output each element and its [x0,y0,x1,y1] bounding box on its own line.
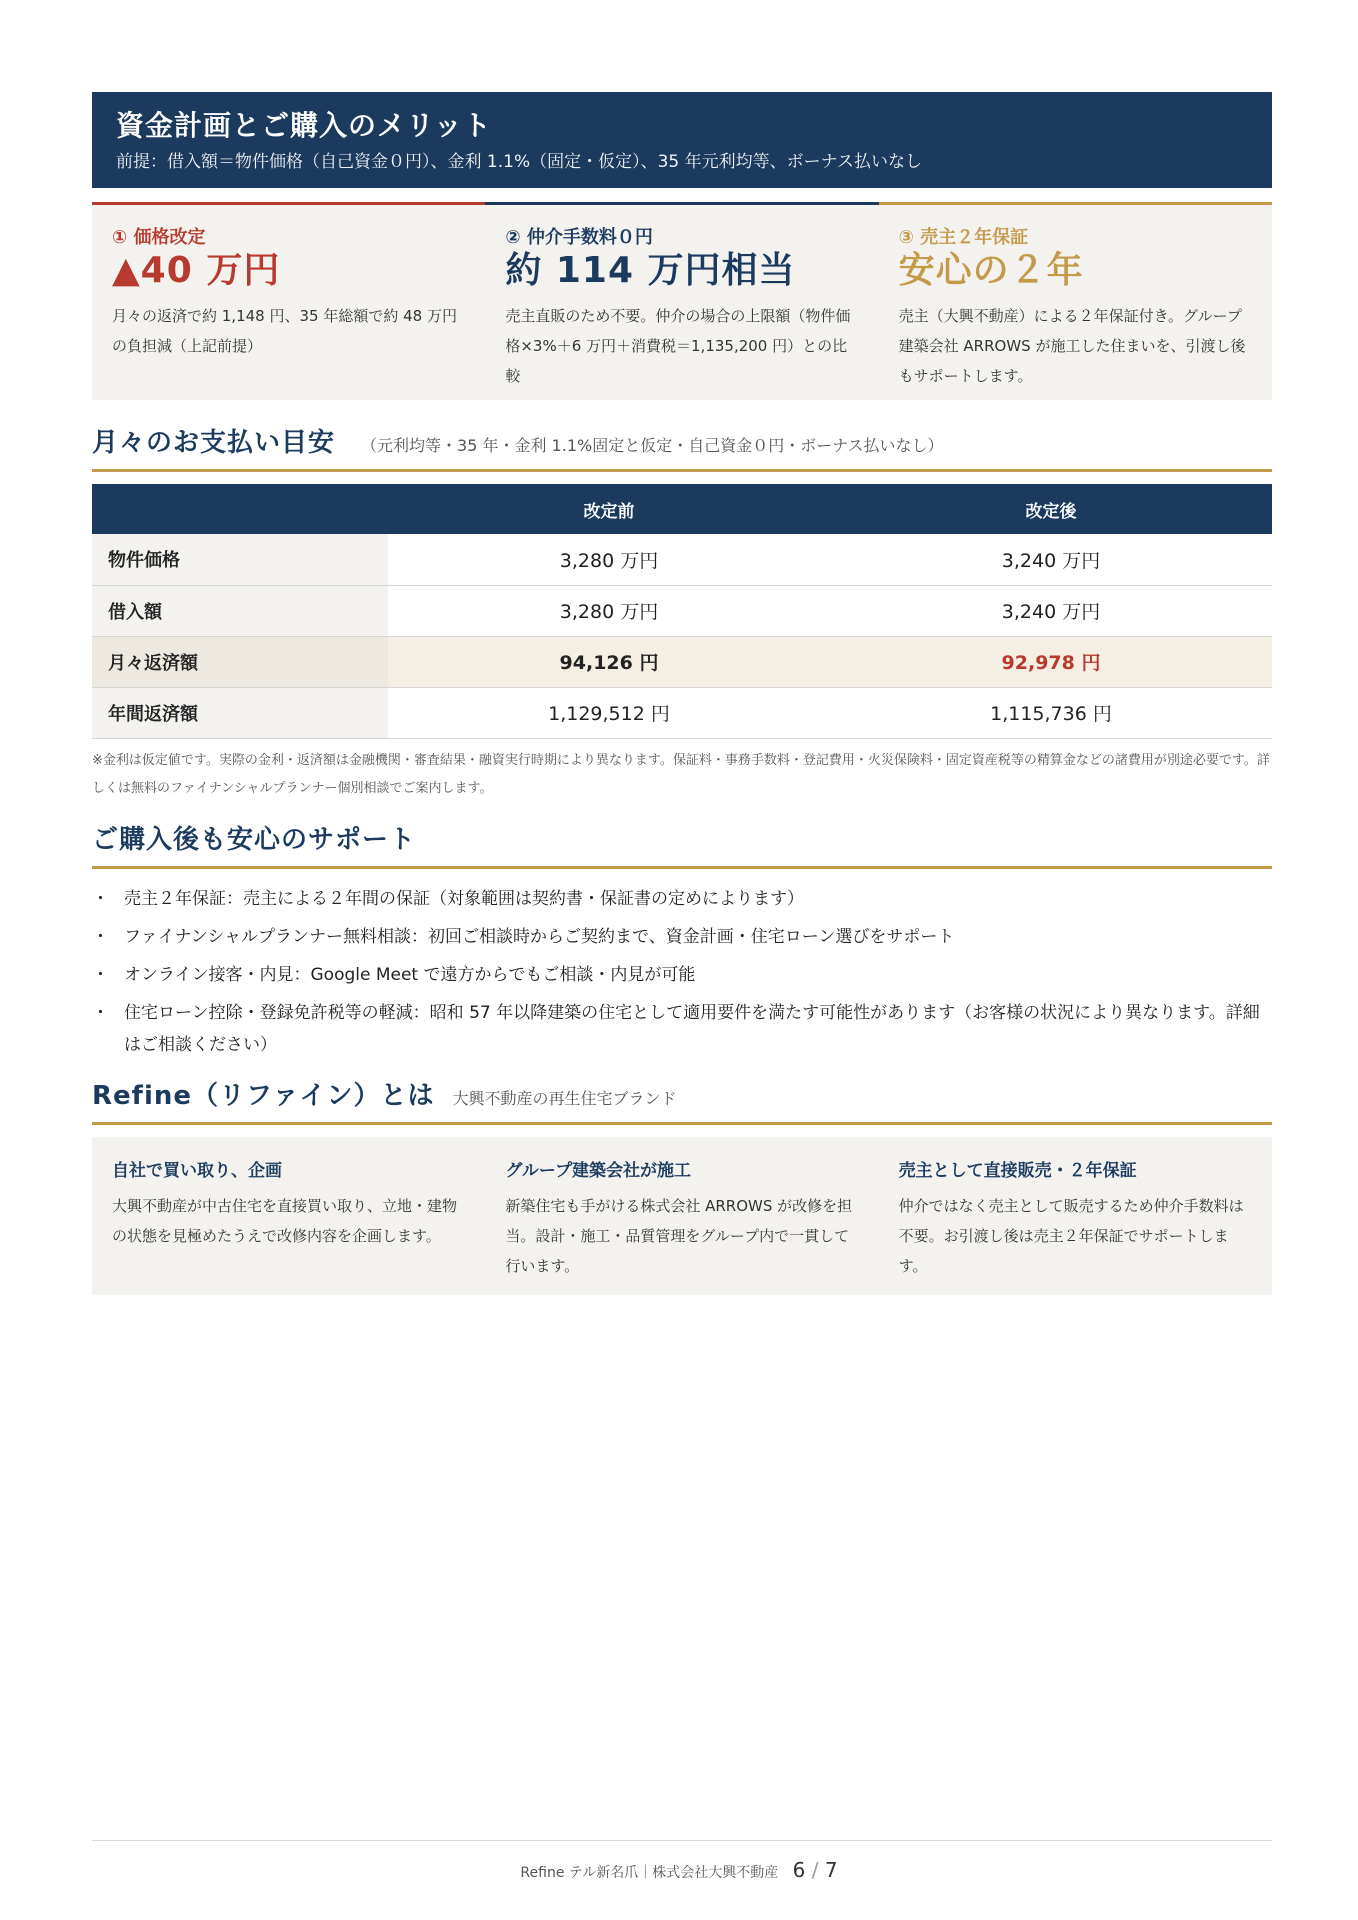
benefit-desc: 売主直販のため不要。仲介の場合の上限額（物件価格×3%＋6 万円＋消費税＝1,135,200 円）との比較 [505,307,851,385]
refine-col-title: 売主として直接販売・２年保証 [898,1160,1137,1181]
current-page: 6 [792,1858,806,1882]
refine-col-title: 自社で買い取り、企画 [112,1160,282,1181]
table-row [92,585,1272,636]
benefit-price-revision [92,202,485,400]
section-note: 大興不動産の再生住宅ブランド [452,1088,677,1108]
page-subtitle: 前提：借入額＝物件価格（自己資金０円）、金利 1.1%（固定・仮定）、35 年元利均等、ボーナス払いなし [116,152,922,172]
benefit-value: ▲40 万円 [112,250,281,291]
list-item: ・ 住宅ローン控除・登録免許税等の軽減：昭和 57 年以降建築の住宅として適用要件を満たす可能性があります（お客様の状況により異なります。詳細はご相談ください） [92,997,1272,1061]
payment-table [92,484,1272,739]
benefit-warranty [879,202,1272,400]
payment-section-heading [92,422,1272,472]
benefit-value: 約 114 万円相当 [505,250,796,291]
cell-after: 92,978 円 [830,636,1272,687]
benefits-panel [92,202,1272,400]
page-title: 資金計画とご購入のメリット [116,109,492,142]
table-row [92,636,1272,687]
page-footer [0,1858,1358,1882]
table-header-row [92,484,1272,534]
row-label: 月々返済額 [92,636,388,687]
benefit-label: ③ 売主２年保証 [898,227,1029,248]
refine-col-title: グループ建築会社が施工 [505,1160,691,1181]
cell-before: 3,280 万円 [388,534,830,585]
cell-after: 3,240 万円 [830,585,1272,636]
total-pages: 7 [824,1858,838,1882]
header-band [92,92,1272,188]
list-item: ・ オンライン接客・内見：Google Meet で遠方からでもご相談・内見が可能 [92,959,1272,991]
page-separator: / [805,1858,825,1882]
column-header: 改定前 [388,484,830,534]
section-title: 月々のお支払い目安 [92,428,336,458]
cell-after: 1,115,736 円 [830,687,1272,738]
benefit-desc: 売主（大興不動産）による２年保証付き。グループ建築会社 ARROWS が施工した住まいを、引渡し後もサポートします。 [898,307,1246,385]
benefit-desc: 月々の返済で約 1,148 円、35 年総額で約 48 万円の負担減（上記前提） [112,307,457,355]
refine-section-heading [92,1075,1272,1125]
column-header [92,484,388,534]
refine-panel [92,1137,1272,1295]
row-label: 借入額 [92,585,388,636]
list-item: ・ 売主２年保証：売主による２年間の保証（対象範囲は契約書・保証書の定めによります） [92,883,1272,915]
cell-before: 1,129,512 円 [388,687,830,738]
refine-col [92,1137,485,1295]
refine-col-desc: 新築住宅も手がける株式会社 ARROWS が改修を担当。設計・施工・品質管理をグループ内で一貫して行います。 [505,1196,853,1275]
benefit-label: ② 仲介手数料０円 [505,227,653,248]
column-header: 改定後 [830,484,1272,534]
list-item: ・ ファイナンシャルプランナー無料相談：初回ご相談時からご契約まで、資金計画・住宅ローン選びをサポート [92,921,1272,953]
table-row [92,534,1272,585]
row-label: 年間返済額 [92,687,388,738]
footer-text: Refine テル新名爪｜株式会社大興不動産 [520,1865,779,1881]
benefit-value: 安心の２年 [898,250,1084,291]
row-label: 物件価格 [92,534,388,585]
page-number [793,1858,838,1882]
refine-col-desc: 仲介ではなく売主として販売するため仲介手数料は不要。お引渡し後は売主２年保証でサポートします。 [898,1196,1244,1275]
benefit-label: ① 価格改定 [112,227,206,248]
section-note: （元利均等・35 年・金利 1.1%固定と仮定・自己資金０円・ボーナス払いなし） [361,436,944,455]
refine-col [485,1137,878,1295]
refine-col [879,1137,1272,1295]
page [92,92,1272,1295]
cell-after: 3,240 万円 [830,534,1272,585]
section-title: Refine（リファイン）とは [92,1080,435,1111]
support-list [92,883,1272,1061]
table-row [92,687,1272,738]
section-title: ご購入後も安心のサポート [92,824,417,855]
footer-divider [92,1840,1272,1841]
refine-col-desc: 大興不動産が中古住宅を直接買い取り、立地・建物の状態を見極めたうえで改修内容を企画します。 [112,1196,458,1245]
cell-before: 94,126 円 [388,636,830,687]
benefit-no-commission [485,202,878,400]
footnote: ※金利は仮定値です。実際の金利・返済額は金融機関・審査結果・融資実行時期により異なります。保証料・事務手数料・登記費用・火災保険料・固定資産税等の精算金などの諸費用が別途必要です。詳しくは無料のファイナンシャルプランナー個別相談でご案内します。 [92,752,1270,796]
support-section-heading [92,819,1272,869]
cell-before: 3,280 万円 [388,585,830,636]
